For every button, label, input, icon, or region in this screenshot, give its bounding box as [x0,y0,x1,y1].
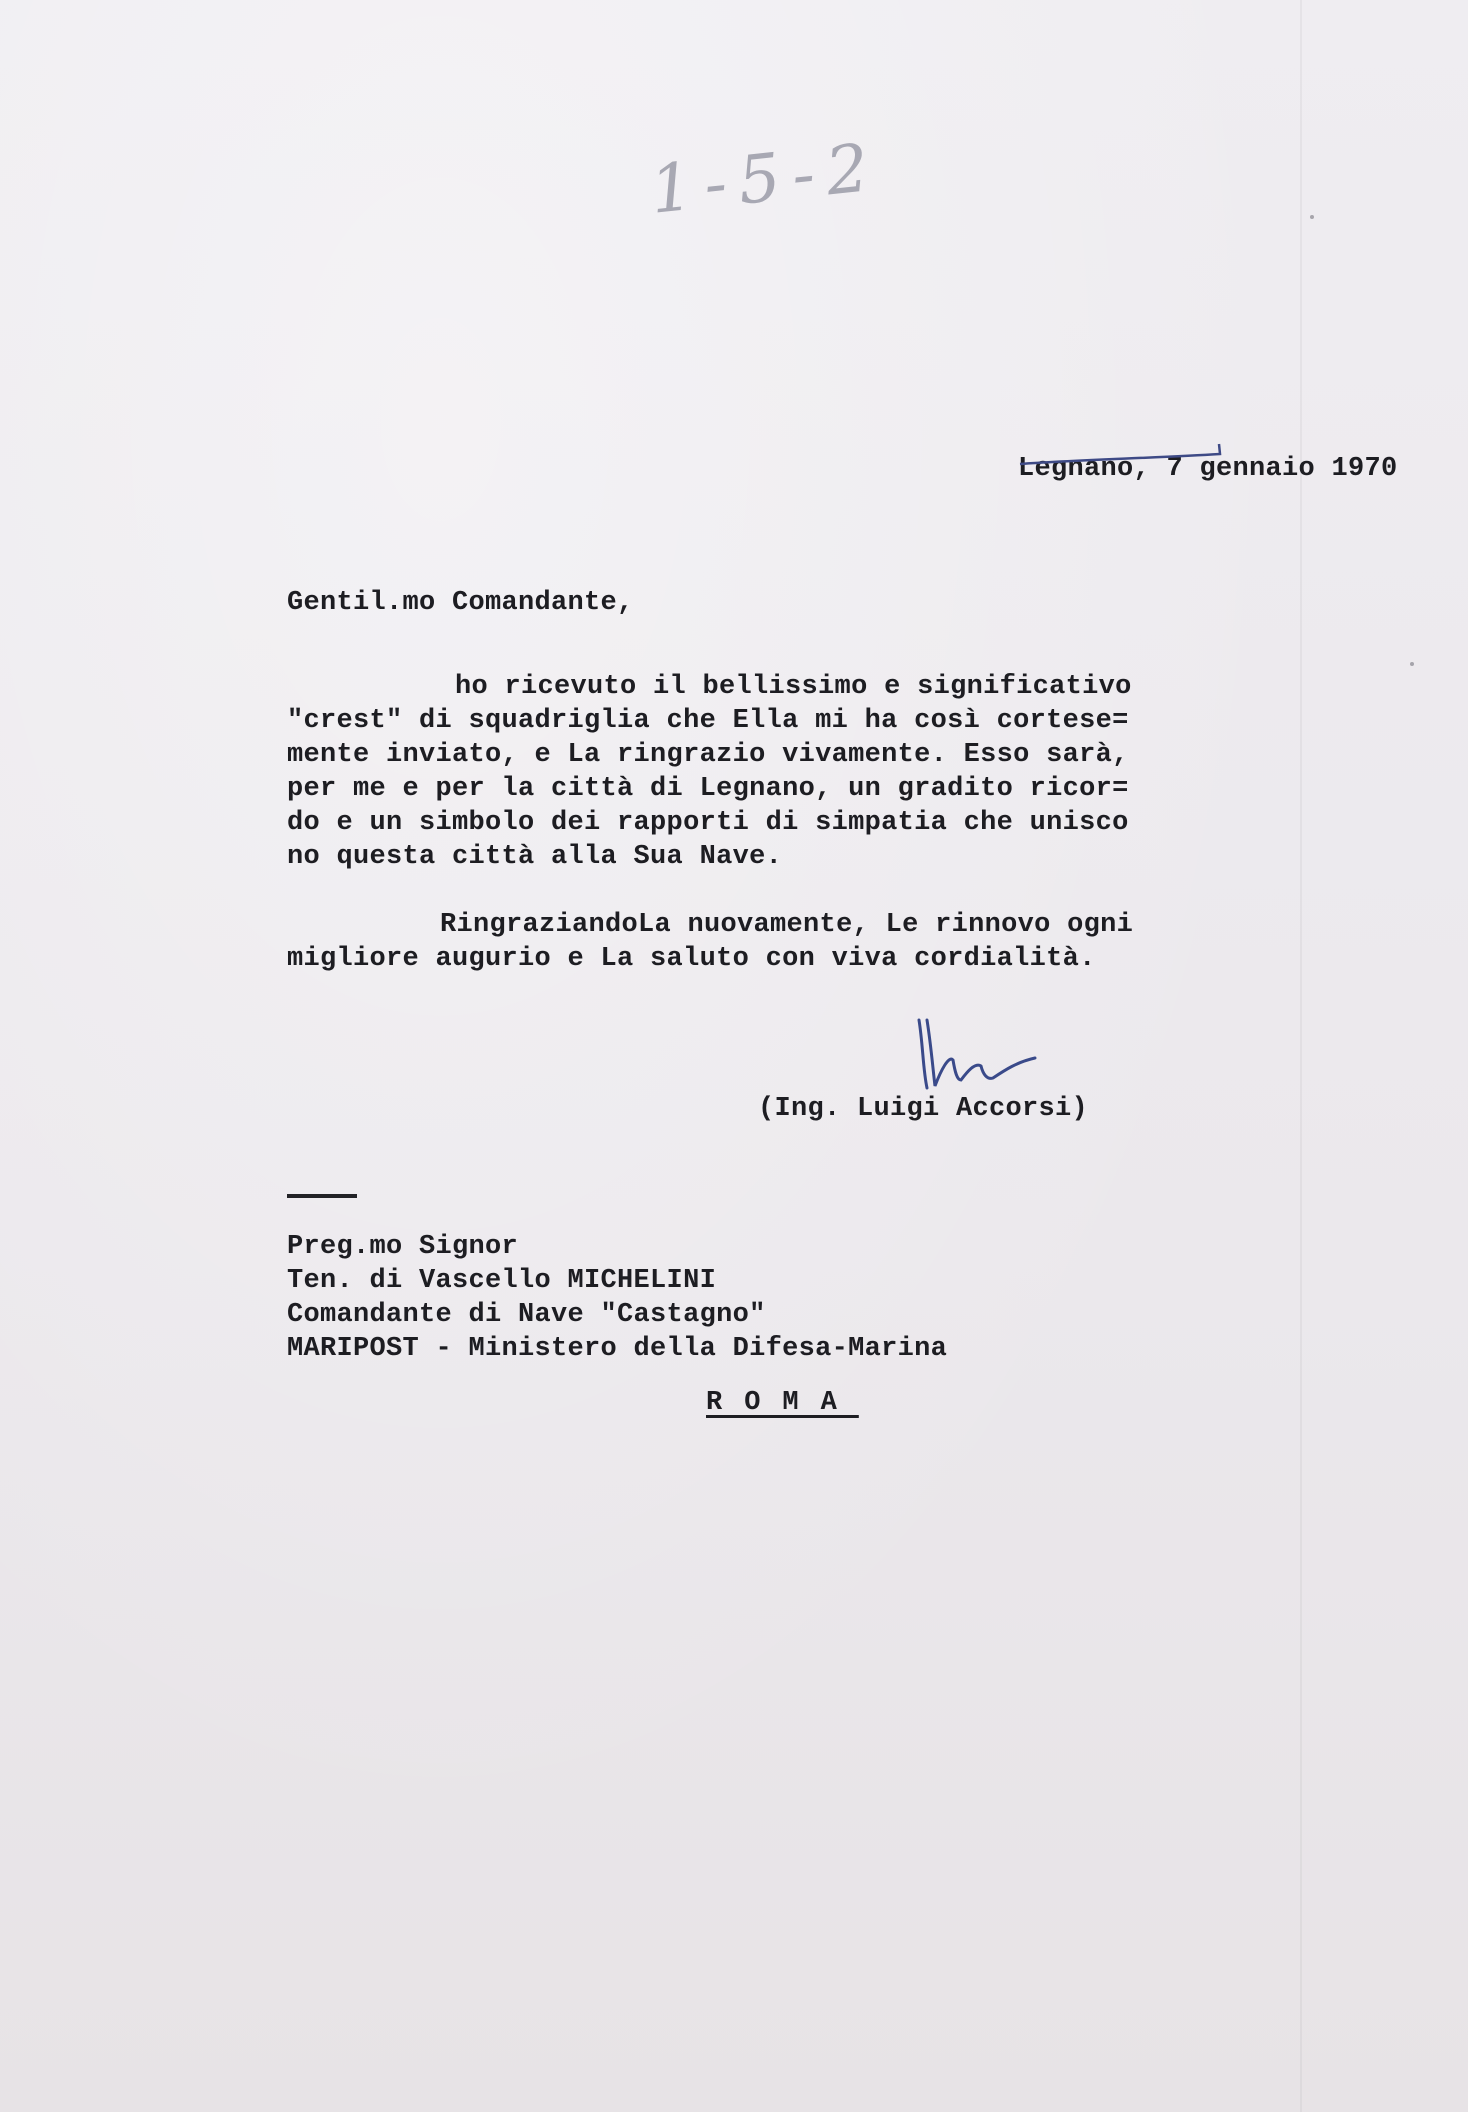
date-line: Legnano, 7 gennaio 1970 [1018,454,1398,484]
paragraph1-line: do e un simbolo dei rapporti di simpatia che unisco [287,808,1129,838]
recipient-line: Preg.mo Signor [287,1232,519,1262]
recipient-line: MARIPOST - Ministero della Difesa-Marina [287,1334,948,1364]
paper-speck [1410,662,1414,666]
date-underline-stroke [1015,440,1225,470]
paragraph1-line: mente inviato, e La ringrazio vivamente. Esso sarà, [287,740,1129,770]
recipient-city: ROMA [706,1388,859,1418]
salutation: Gentil.mo Comandante, [287,588,634,618]
paragraph2-line: RingraziandoLa nuovamente, Le rinnovo ogni [440,910,1134,940]
signatory-name: (Ing. Luigi Accorsi) [758,1094,1089,1124]
archive-code: 1-5-2 [646,128,884,229]
separator-dash [287,1194,357,1198]
paragraph1-line: no questa città alla Sua Nave. [287,842,783,872]
paragraph1-line: "crest" di squadriglia che Ella mi ha così cortese= [287,706,1129,736]
recipient-line: Comandante di Nave "Castagno" [287,1300,766,1330]
paragraph1-line: ho ricevuto il bellissimo e significativo [455,672,1132,702]
paper-speck [1310,215,1314,219]
paragraph1-line: per me e per la città di Legnano, un gradito ricor= [287,774,1129,804]
paragraph2-line: migliore augurio e La saluto con viva cordialità. [287,944,1096,974]
paper-fold [1300,0,1302,2112]
handwritten-signature [905,1000,1055,1100]
recipient-line: Ten. di Vascello MICHELINI [287,1266,717,1296]
